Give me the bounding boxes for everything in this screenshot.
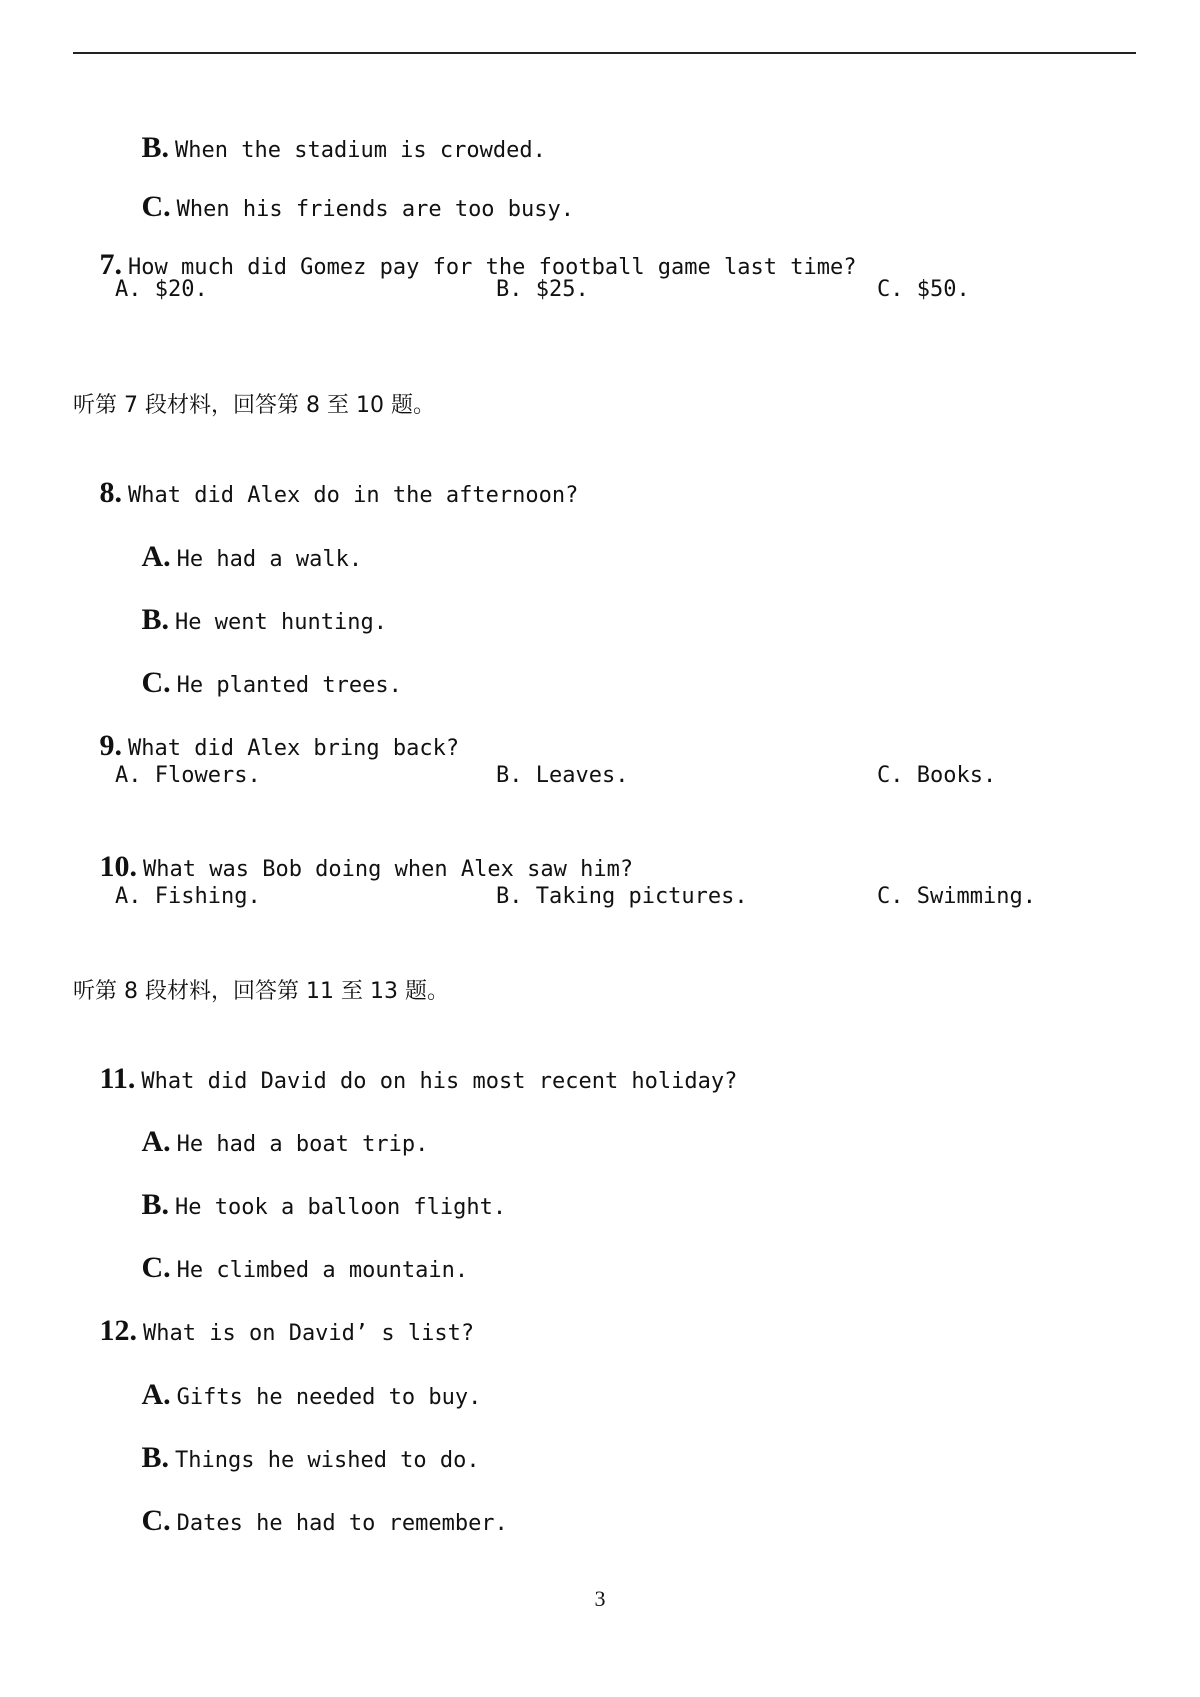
option-text: He took a balloon flight. bbox=[175, 1195, 507, 1220]
option-text: He planted trees. bbox=[176, 673, 402, 698]
q7-option-a: A. $20. bbox=[115, 277, 208, 302]
q12-option-b bbox=[115, 1413, 480, 1476]
option-letter: C. bbox=[141, 1251, 171, 1284]
option-letter: A. bbox=[141, 1125, 171, 1158]
option-text: When his friends are too busy. bbox=[176, 197, 575, 222]
q9-option-a: A. Flowers. bbox=[115, 763, 261, 788]
question-number: 8. bbox=[99, 476, 122, 509]
q6-option-b bbox=[115, 103, 546, 166]
option-text: He had a boat trip. bbox=[176, 1132, 429, 1157]
q9-option-b: B. Leaves. bbox=[496, 763, 629, 788]
option-text: Gifts he needed to buy. bbox=[176, 1385, 482, 1410]
option-text: He went hunting. bbox=[175, 610, 387, 635]
question-text: What did Alex do in the afternoon? bbox=[128, 483, 579, 508]
question-number: 10. bbox=[99, 850, 137, 883]
section-heading-8: 听第 8 段材料，回答第 11 至 13 题。 bbox=[73, 979, 449, 1004]
option-letter: B. bbox=[141, 603, 170, 636]
q10-option-b: B. Taking pictures. bbox=[496, 884, 748, 909]
page-number: 3 bbox=[594, 1586, 606, 1611]
question-number: 7. bbox=[99, 248, 122, 281]
option-letter: B. bbox=[141, 1188, 170, 1221]
option-letter: C. bbox=[141, 666, 171, 699]
option-text: When the stadium is crowded. bbox=[175, 138, 546, 163]
q12-option-a bbox=[115, 1350, 481, 1413]
q8-stem bbox=[73, 448, 578, 511]
question-text: What was Bob doing when Alex saw him? bbox=[143, 857, 634, 882]
question-number: 11. bbox=[99, 1062, 136, 1095]
q10-stem bbox=[73, 822, 633, 885]
option-text: He had a walk. bbox=[176, 547, 363, 572]
q6-option-c bbox=[115, 162, 574, 225]
option-letter: C. bbox=[141, 190, 171, 223]
section-heading-7: 听第 7 段材料，回答第 8 至 10 题。 bbox=[73, 393, 435, 418]
question-text: What did Alex bring back? bbox=[128, 736, 460, 761]
q9-stem bbox=[73, 701, 459, 764]
q12-stem bbox=[73, 1286, 474, 1349]
q12-option-c bbox=[115, 1476, 508, 1539]
q7-option-c: C. $50. bbox=[877, 277, 970, 302]
question-number: 9. bbox=[99, 729, 122, 762]
option-text: He climbed a mountain. bbox=[176, 1258, 469, 1283]
option-text: Things he wished to do. bbox=[175, 1448, 480, 1473]
option-text: Dates he had to remember. bbox=[176, 1511, 508, 1536]
q7-option-b: B. $25. bbox=[496, 277, 589, 302]
q8-option-a bbox=[115, 512, 362, 575]
q10-option-c: C. Swimming. bbox=[877, 884, 1036, 909]
option-letter: B. bbox=[141, 1441, 170, 1474]
q11-option-c bbox=[115, 1223, 468, 1286]
q11-stem bbox=[73, 1034, 737, 1097]
question-text: How much did Gomez pay for the football game last time? bbox=[128, 255, 857, 280]
q8-option-c bbox=[115, 638, 402, 701]
header-rule bbox=[73, 52, 1136, 54]
q9-option-c: C. Books. bbox=[877, 763, 997, 788]
q8-option-b bbox=[115, 575, 387, 638]
option-letter: C. bbox=[141, 1504, 171, 1537]
q11-option-b bbox=[115, 1160, 506, 1223]
option-letter: A. bbox=[141, 540, 171, 573]
question-text: What is on David’ s list? bbox=[143, 1321, 475, 1346]
q7-stem bbox=[73, 220, 856, 283]
q11-option-a bbox=[115, 1097, 428, 1160]
option-letter: B. bbox=[141, 131, 170, 164]
option-letter: A. bbox=[141, 1378, 171, 1411]
question-text: What did David do on his most recent holiday? bbox=[141, 1069, 738, 1094]
question-number: 12. bbox=[99, 1314, 137, 1347]
q10-option-a: A. Fishing. bbox=[115, 884, 261, 909]
